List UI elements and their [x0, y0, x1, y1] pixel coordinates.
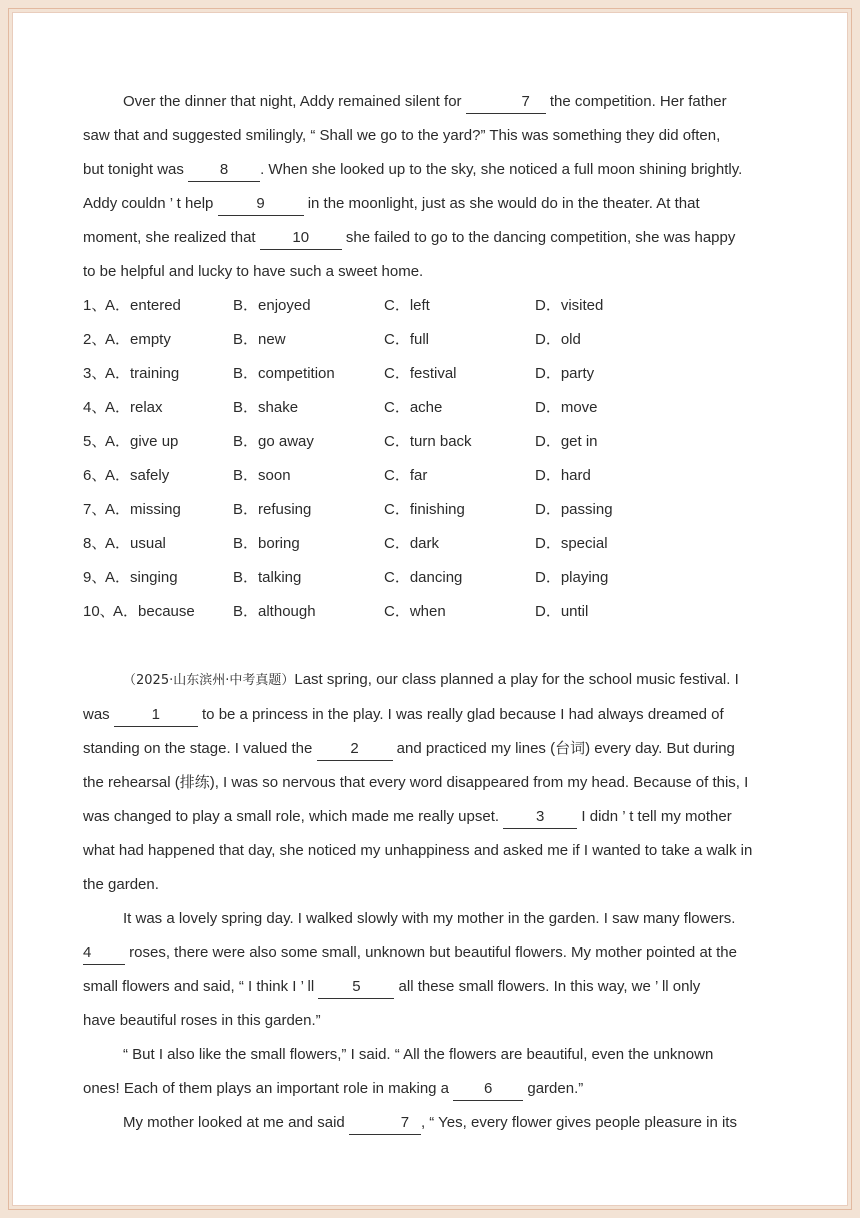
- passage2-line: [83, 698, 793, 732]
- passage2-line: [83, 1072, 793, 1106]
- option-d: D．party: [535, 365, 595, 382]
- blank-10: 10: [260, 227, 342, 250]
- text: Last spring, our class planned a play for the school music festival. I: [294, 671, 739, 688]
- passage2-line: [83, 732, 793, 766]
- text: she failed to go to the dancing competition, she was happy: [341, 229, 736, 246]
- option-a: A．singing: [105, 569, 178, 586]
- question-number: 6、: [83, 467, 107, 484]
- option-b: B．go away: [233, 433, 314, 450]
- options-list: [83, 289, 793, 629]
- option-a: A．relax: [105, 399, 163, 416]
- option-c: C．far: [384, 467, 428, 484]
- option-b: B．boring: [233, 535, 300, 552]
- text: but tonight was: [83, 161, 189, 178]
- option-c: C．finishing: [384, 501, 465, 518]
- question-row: [83, 289, 793, 323]
- blank-9: 9: [218, 193, 304, 216]
- option-a: A．give up: [105, 433, 179, 450]
- passage1-line: to be helpful and lucky to have such a sweet home.: [83, 263, 424, 280]
- option-b: B．although: [233, 603, 316, 620]
- passage1-line: [83, 221, 793, 255]
- text: to be a princess in the play. I was really glad because I had always dreamed of: [197, 706, 724, 723]
- passage1-line: [83, 153, 793, 187]
- text: roses, there were also some small, unknown but beautiful flowers. My mother pointed at the: [125, 944, 737, 961]
- option-d: D．passing: [535, 501, 613, 518]
- option-d: D．playing: [535, 569, 609, 586]
- blank-2: 2: [317, 738, 393, 761]
- text: and practiced my lines (台词) every day. But during: [392, 740, 735, 757]
- question-row: [83, 391, 793, 425]
- option-c: C．full: [384, 331, 430, 348]
- blank-1: 1: [114, 704, 198, 727]
- text: moment, she realized that: [83, 229, 260, 246]
- blank-8: 8: [188, 159, 260, 182]
- question-number: 10、: [83, 603, 115, 620]
- blank-6: 6: [453, 1078, 523, 1101]
- option-c: C．left: [384, 297, 430, 314]
- text: Addy couldn ’ t help: [83, 195, 218, 212]
- text: garden.”: [523, 1080, 584, 1097]
- option-a: A．entered: [105, 297, 181, 314]
- question-number: 2、: [83, 331, 107, 348]
- text: I didn ’ t tell my mother: [577, 808, 732, 825]
- text: , “ Yes, every flower gives people pleasure in its: [420, 1114, 737, 1131]
- option-c: C．dancing: [384, 569, 463, 586]
- option-a: A．training: [105, 365, 180, 382]
- option-d: D．move: [535, 399, 598, 416]
- question-number: 3、: [83, 365, 107, 382]
- question-number: 1、: [83, 297, 107, 314]
- question-number: 8、: [83, 535, 107, 552]
- text: in the moonlight, just as she would do in the theater. At that: [303, 195, 700, 212]
- blank-4: 4: [83, 942, 125, 965]
- passage2-line: [83, 1106, 793, 1140]
- source-tag: （2025·山东滨州·中考真题）: [123, 673, 295, 688]
- option-d: D．old: [535, 331, 581, 348]
- option-c: C．ache: [384, 399, 443, 416]
- text: standing on the stage. I valued the: [83, 740, 317, 757]
- option-a: A．empty: [105, 331, 171, 348]
- passage2-line: It was a lovely spring day. I walked slowly with my mother in the garden. I saw many flowers.: [123, 910, 736, 927]
- blank-5: 5: [318, 976, 394, 999]
- question-row: [83, 561, 793, 595]
- blank-7: 7: [466, 91, 546, 114]
- text: was: [83, 706, 114, 723]
- option-c: C．turn back: [384, 433, 472, 450]
- option-c: C．dark: [384, 535, 440, 552]
- option-b: B．refusing: [233, 501, 312, 518]
- option-c: C．festival: [384, 365, 457, 382]
- option-d: D．special: [535, 535, 608, 552]
- text: ones! Each of them plays an important role in making a: [83, 1080, 454, 1097]
- text: all these small flowers. In this way, we ’ ll only: [394, 978, 701, 995]
- passage2-line: what had happened that day, she noticed my unhappiness and asked me if I wanted to take a walk in: [83, 842, 753, 859]
- text: Over the dinner that night, Addy remained silent for: [123, 93, 466, 110]
- question-row: [83, 425, 793, 459]
- question-row: [83, 357, 793, 391]
- option-a: A．missing: [105, 501, 181, 518]
- option-d: D．get in: [535, 433, 598, 450]
- passage2-line: [83, 936, 793, 970]
- question-row: [83, 595, 793, 629]
- document-page: [12, 12, 848, 1206]
- document-content: [83, 85, 793, 1140]
- passage2-line: [83, 800, 793, 834]
- option-d: D．until: [535, 603, 589, 620]
- section-gap: [83, 629, 793, 663]
- question-number: 5、: [83, 433, 107, 450]
- option-b: B．soon: [233, 467, 291, 484]
- option-c: C．when: [384, 603, 446, 620]
- question-row: [83, 459, 793, 493]
- passage2-line: the garden.: [83, 876, 159, 893]
- option-d: D．visited: [535, 297, 604, 314]
- option-b: B．new: [233, 331, 286, 348]
- question-row: [83, 527, 793, 561]
- question-number: 4、: [83, 399, 107, 416]
- option-b: B．shake: [233, 399, 299, 416]
- question-number: 9、: [83, 569, 107, 586]
- passage2-line: have beautiful roses in this garden.”: [83, 1012, 321, 1029]
- option-b: B．enjoyed: [233, 297, 311, 314]
- passage1-line: saw that and suggested smilingly, “ Shall we go to the yard?” This was something they did often,: [83, 127, 721, 144]
- option-b: B．talking: [233, 569, 302, 586]
- option-a: A．safely: [105, 467, 170, 484]
- text: My mother looked at me and said: [123, 1114, 349, 1131]
- blank-7b: 7: [349, 1112, 421, 1135]
- option-a: A．because: [113, 603, 195, 620]
- text: small flowers and said, “ I think I ’ ll: [83, 978, 319, 995]
- passage2-line: [83, 970, 793, 1004]
- blank-3: 3: [503, 806, 577, 829]
- passage2-line: “ But I also like the small flowers,” I said. “ All the flowers are beautiful, even the unknown: [123, 1046, 714, 1063]
- passage1-line: [83, 187, 793, 221]
- option-d: D．hard: [535, 467, 591, 484]
- passage2-line: [83, 663, 793, 698]
- option-a: A．usual: [105, 535, 166, 552]
- passage2-line: the rehearsal (排练), I was so nervous that every word disappeared from my head. Because of this, I: [83, 774, 749, 791]
- question-number: 7、: [83, 501, 107, 518]
- text: . When she looked up to the sky, she noticed a full moon shining brightly.: [260, 161, 743, 178]
- option-b: B．competition: [233, 365, 335, 382]
- question-row: [83, 493, 793, 527]
- passage1-line: [83, 85, 793, 119]
- question-row: [83, 323, 793, 357]
- text: the competition. Her father: [545, 93, 727, 110]
- text: was changed to play a small role, which made me really upset.: [83, 808, 504, 825]
